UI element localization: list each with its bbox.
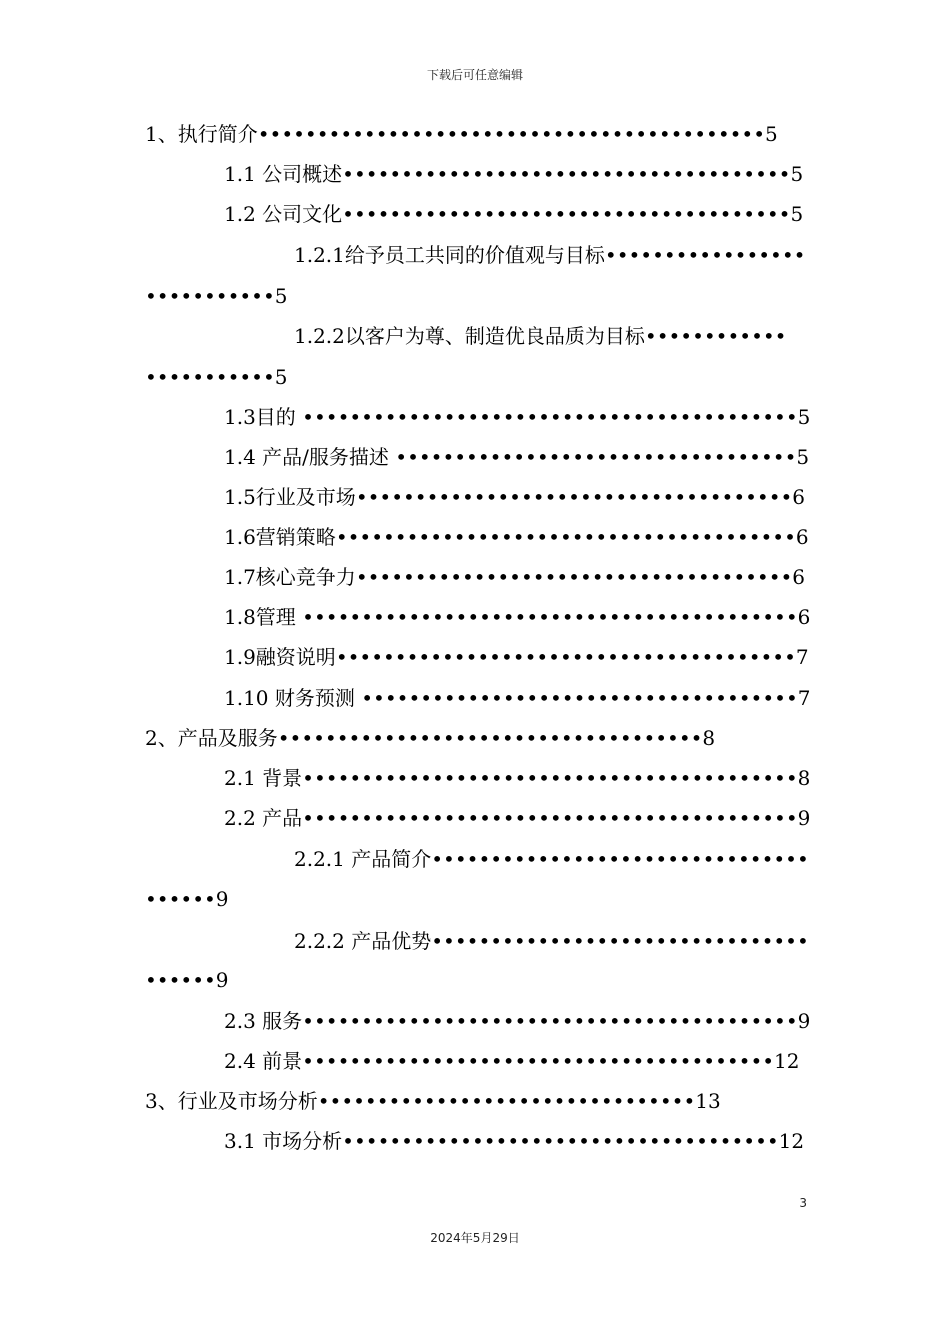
toc-entry-leader: •••••••••••••••••••••••••••••••••••• bbox=[277, 726, 703, 750]
toc-entry-page: 6 bbox=[792, 485, 806, 509]
toc-entry-leader: •••••••••••• bbox=[644, 324, 787, 348]
toc-entry-page: 5 bbox=[796, 445, 810, 469]
toc-entry-title: 2.1 背景 bbox=[224, 766, 303, 790]
toc-entry bbox=[294, 323, 786, 349]
toc-entry-leader: •••••••••••••••••••••••••••••••••• bbox=[395, 445, 797, 469]
toc-entry-leader: •••••••••••••••••••••••••••••••••••••••••• bbox=[302, 766, 798, 790]
toc-entry-title: 2.4 前景 bbox=[224, 1049, 303, 1073]
toc-entry bbox=[224, 805, 810, 831]
toc-entry-title: 2.2.1 产品简介 bbox=[294, 847, 432, 871]
toc-entry-title: 1.10 财务预测 bbox=[224, 686, 362, 710]
toc-entry bbox=[145, 1088, 721, 1114]
toc-entry-leader: •••••••••••••••••••••••••••••••• bbox=[431, 847, 809, 871]
toc-entry-leader: ••••••••••••••••••••••••••••••••••••• bbox=[361, 686, 798, 710]
toc-entry-page: 8 bbox=[702, 726, 716, 750]
toc-entry-leader: ••••••••••• bbox=[145, 365, 275, 389]
toc-entry-title: 3.1 市场分析 bbox=[224, 1129, 343, 1153]
toc-entry bbox=[224, 564, 805, 590]
toc-entry bbox=[145, 364, 288, 390]
toc-entry-page: 9 bbox=[797, 806, 811, 830]
toc-entry-leader: •••••••••••••••••••••••••••••••••••••• bbox=[342, 162, 791, 186]
toc-entry-leader: ••••••••••••••••••••••••••••••••••••• bbox=[342, 1129, 779, 1153]
toc-entry-leader: ••••••••••••••••••••••••••••••••••••• bbox=[355, 485, 793, 509]
toc-entry-page: 5 bbox=[790, 162, 804, 186]
toc-entry-page: 5 bbox=[765, 122, 778, 146]
toc-entry bbox=[224, 404, 810, 430]
toc-entry-title: 1、执行简介 bbox=[145, 122, 258, 146]
toc-entry-leader: •••••••••••••••••••••••••••••••• bbox=[317, 1089, 696, 1113]
toc-entry-leader: •••••••••••••••••••••••••••••••••••••••••• bbox=[302, 405, 798, 429]
toc-entry-page: 5 bbox=[790, 202, 804, 226]
toc-entry-page: 6 bbox=[797, 605, 811, 629]
toc-entry bbox=[145, 283, 288, 309]
toc-entry-title: 1.3目的 bbox=[224, 405, 303, 429]
toc-entry-page: 5 bbox=[274, 284, 288, 308]
toc-entry-title: 2.2 产品 bbox=[224, 806, 303, 830]
toc-entry-leader: •••••••••••••••••••••••••••••••••••••••••• bbox=[302, 806, 798, 830]
toc-entry bbox=[145, 967, 229, 993]
toc-entry-title: 1.4 产品/服务描述 bbox=[224, 445, 396, 469]
toc-entry-page: 9 bbox=[215, 887, 229, 911]
page-number: 3 bbox=[799, 1196, 807, 1210]
toc-entry-leader: ••••••••••••••••••••••••••••••••••••••• bbox=[335, 645, 796, 669]
toc-entry-page: 7 bbox=[797, 686, 811, 710]
toc-entry-title: 1.6营销策略 bbox=[224, 525, 336, 549]
toc-entry bbox=[145, 725, 715, 751]
toc-entry-title: 1.9融资说明 bbox=[224, 645, 336, 669]
toc-entry-leader: •••••• bbox=[145, 887, 216, 911]
toc-entry-title: 3、行业及市场分析 bbox=[145, 1089, 318, 1113]
toc-entry bbox=[224, 685, 810, 711]
toc-entry-page: 6 bbox=[795, 525, 809, 549]
page-footer-date: 2024年5月29日 bbox=[430, 1231, 520, 1245]
toc-entry-page: 9 bbox=[797, 1009, 811, 1033]
toc-entry bbox=[294, 242, 805, 268]
toc-entry bbox=[224, 201, 803, 227]
toc-entry-leader: •••••••••••••••••••••••••••••••••••••••••• bbox=[302, 1009, 798, 1033]
toc-entry bbox=[224, 161, 803, 187]
toc-entry-title: 1.5行业及市场 bbox=[224, 485, 356, 509]
toc-entry-leader: ••••••••••••••••••••••••••••••••••••• bbox=[355, 565, 793, 589]
toc-entry-leader: •••••• bbox=[145, 968, 216, 992]
toc-entry bbox=[224, 604, 810, 630]
toc-entry-page: 5 bbox=[274, 365, 288, 389]
toc-entry bbox=[224, 1008, 810, 1034]
toc-entry bbox=[224, 484, 805, 510]
toc-entry-leader: •••••••••••••••••••••••••••••••••••••• bbox=[342, 202, 791, 226]
toc-entry bbox=[294, 846, 809, 872]
toc-entry-page: 8 bbox=[797, 766, 811, 790]
toc-entry-leader: ••••••••••••••••••••••••••••••••••••••• bbox=[335, 525, 796, 549]
toc-entry-leader: •••••••••••••••••••••••••••••••• bbox=[431, 929, 809, 953]
toc-entry bbox=[224, 444, 809, 470]
toc-entry-leader: •••••••••••••••••••••••••••••••••••••••• bbox=[302, 1049, 775, 1073]
toc-entry-page: 12 bbox=[778, 1129, 805, 1153]
toc-entry bbox=[294, 928, 809, 954]
toc-entry-page: 13 bbox=[695, 1089, 721, 1113]
toc-entry bbox=[224, 524, 809, 550]
toc-entry bbox=[145, 886, 229, 912]
toc-entry-leader: ••••••••••••••••• bbox=[604, 243, 806, 267]
toc-entry bbox=[224, 765, 810, 791]
toc-entry-leader: ••••••••••••••••••••••••••••••••••••••••••• bbox=[257, 122, 765, 146]
toc-entry-page: 6 bbox=[792, 565, 806, 589]
toc-entry-title: 1.2.2以客户为尊、制造优良品质为目标 bbox=[294, 324, 645, 348]
toc-entry-leader: •••••••••••••••••••••••••••••••••••••••••• bbox=[302, 605, 798, 629]
toc-entry-title: 1.2 公司文化 bbox=[224, 202, 343, 226]
toc-entry-title: 1.7核心竞争力 bbox=[224, 565, 356, 589]
toc-entry-title: 1.1 公司概述 bbox=[224, 162, 343, 186]
toc-entry-page: 9 bbox=[215, 968, 229, 992]
toc-entry-page: 7 bbox=[795, 645, 809, 669]
toc-entry-title: 2.3 服务 bbox=[224, 1009, 303, 1033]
toc-entry-page: 12 bbox=[774, 1049, 800, 1073]
toc-entry-title: 2、产品及服务 bbox=[145, 726, 278, 750]
toc-entry bbox=[224, 1128, 804, 1154]
toc-entry-page: 5 bbox=[797, 405, 811, 429]
toc-entry bbox=[224, 644, 809, 670]
page-header: 下载后可任意编辑 bbox=[426, 68, 523, 82]
toc-entry-leader: ••••••••••• bbox=[145, 284, 275, 308]
toc-entry-title: 1.8管理 bbox=[224, 605, 303, 629]
toc-entry bbox=[145, 121, 778, 147]
toc-entry-title: 2.2.2 产品优势 bbox=[294, 929, 432, 953]
toc-entry-title: 1.2.1给予员工共同的价值观与目标 bbox=[294, 243, 605, 267]
toc-entry bbox=[224, 1048, 800, 1074]
